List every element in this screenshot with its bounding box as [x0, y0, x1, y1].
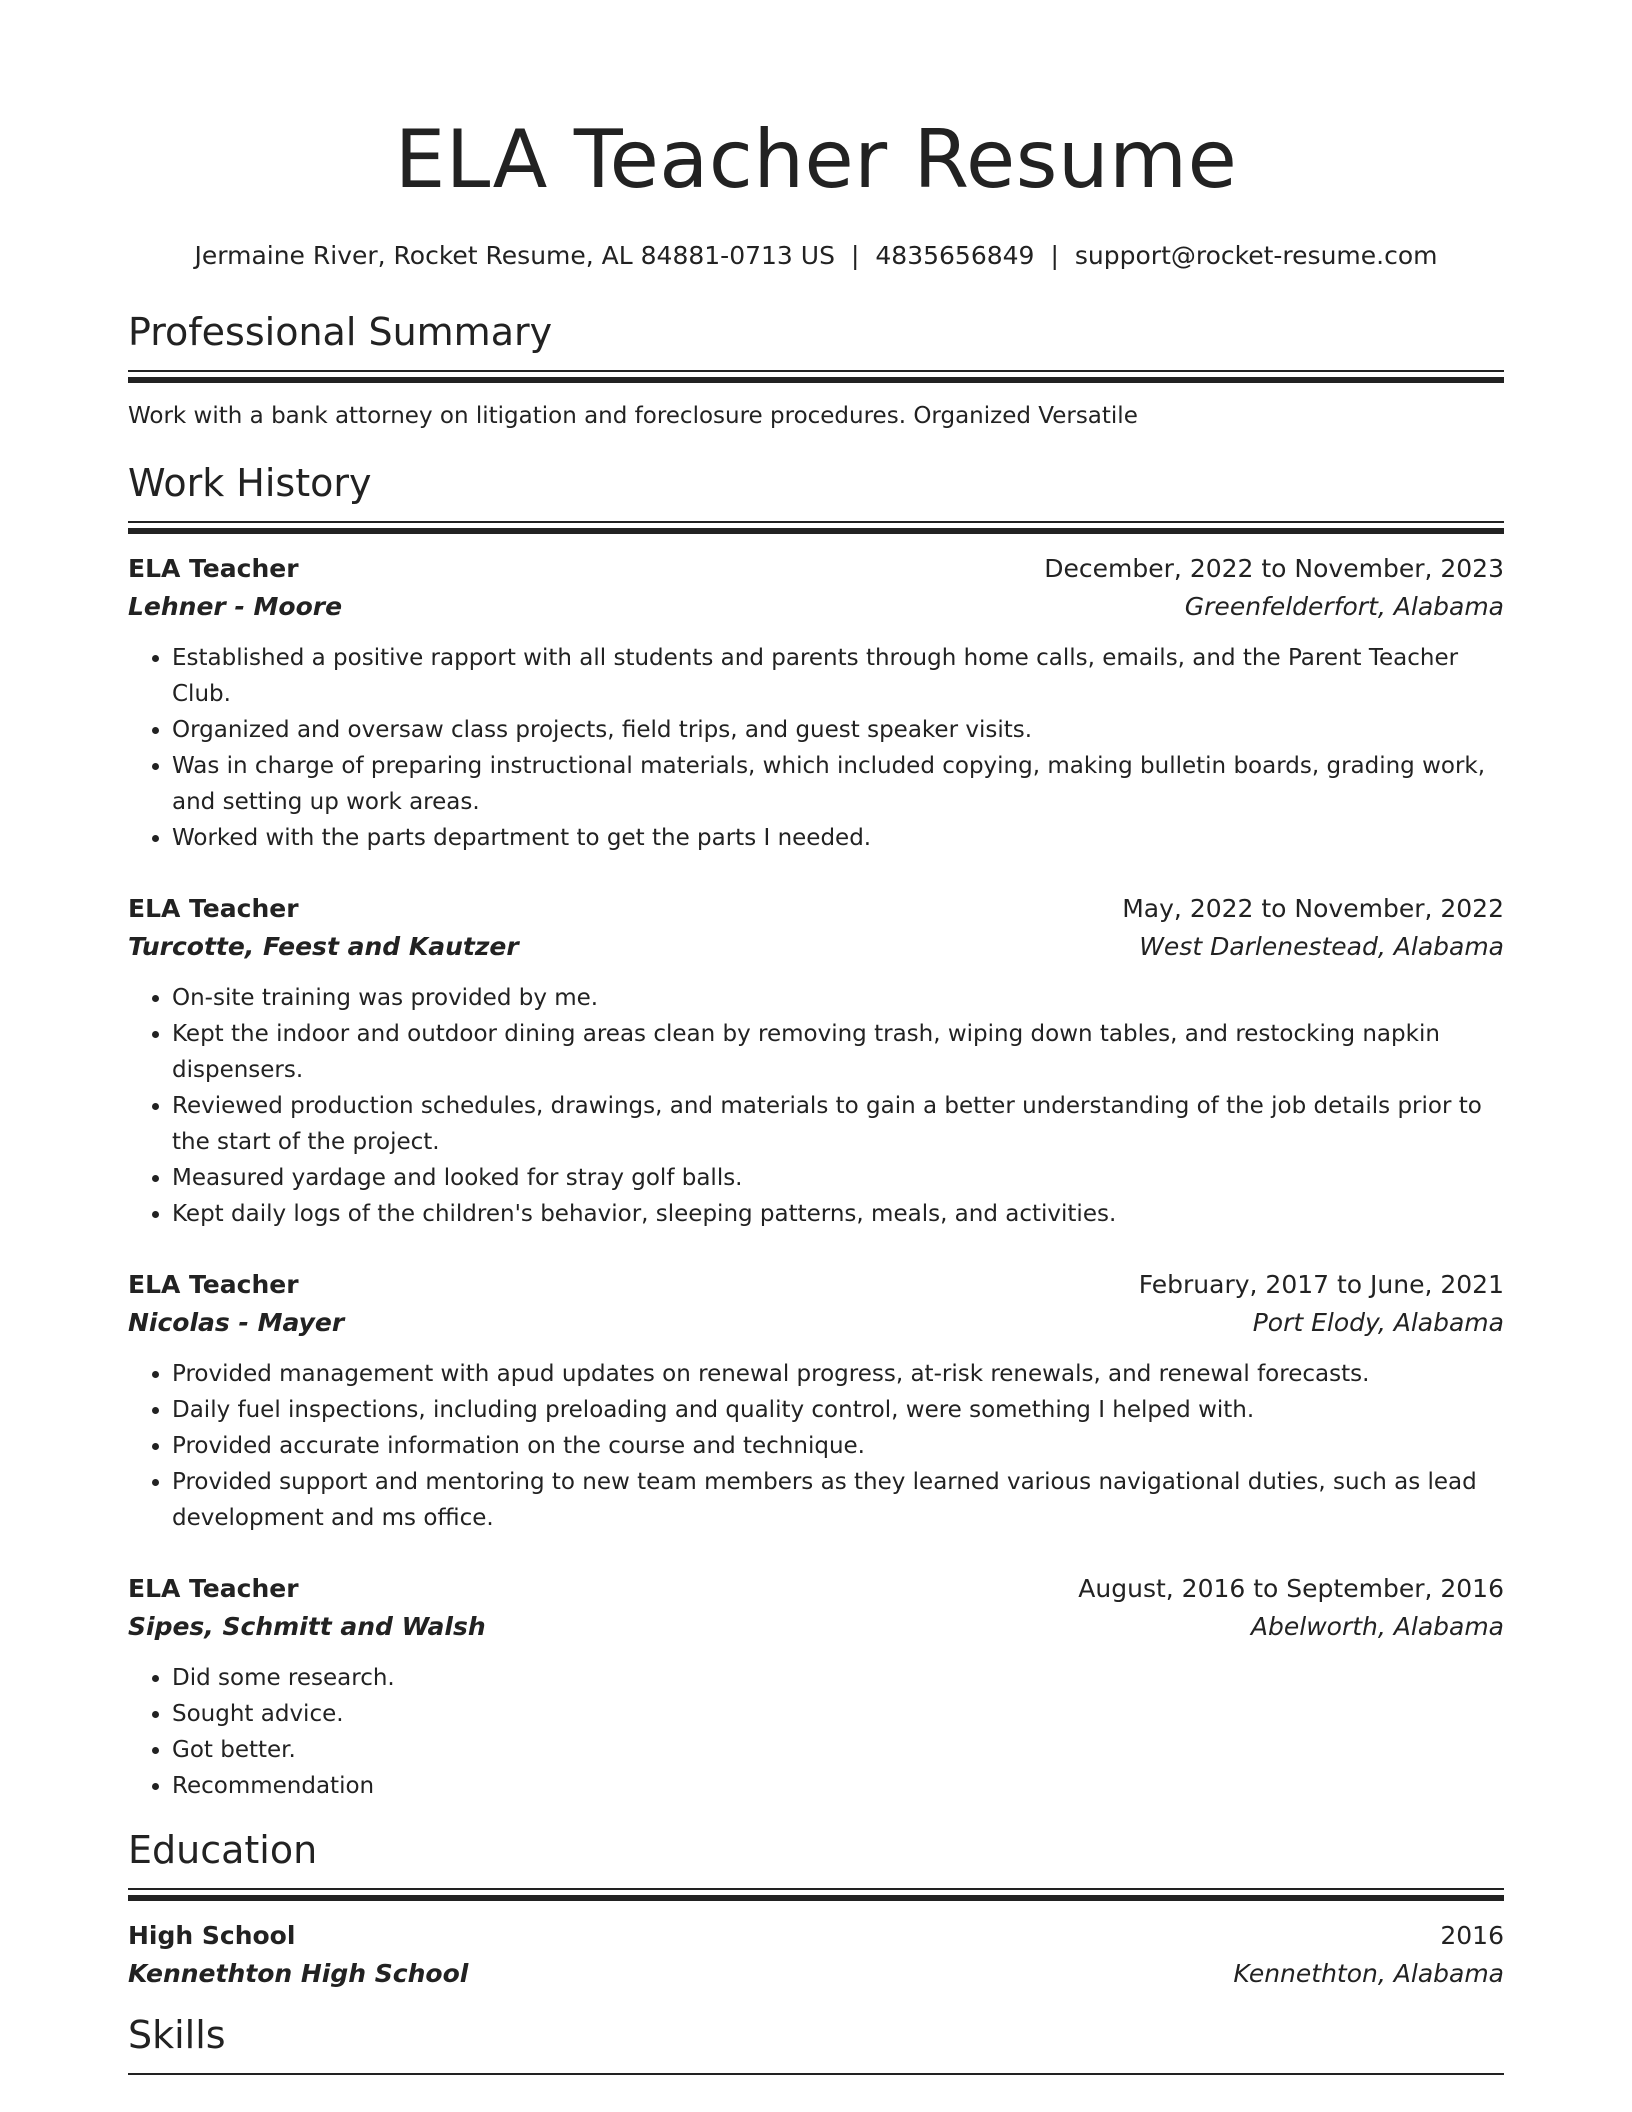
section-divider — [128, 2073, 1504, 2075]
job-bullet: • On-site training was provided by me. — [172, 980, 1504, 1016]
job-bullet: • Measured yardage and looked for stray golf balls. — [172, 1160, 1504, 1196]
job-bullet: • Reviewed production schedules, drawings, and materials to gain a better understanding of the job details prior to the start of the project. — [172, 1088, 1504, 1160]
education-year: 2016 — [1440, 1921, 1504, 1950]
job-bullet: • Recommendation — [172, 1768, 1504, 1804]
section-heading-work-history: Work History — [128, 461, 372, 505]
summary-text: Work with a bank attorney on litigation and foreclosure procedures. Organized Versatile — [128, 403, 1138, 429]
job-entry — [128, 550, 1504, 856]
job-bullet: • Did some research. — [172, 1660, 1504, 1696]
education-school: Kennethton High School — [128, 1959, 469, 1988]
job-title: ELA Teacher — [128, 1270, 299, 1299]
job-bullet: • Daily fuel inspections, including preloading and quality control, were something I helped with. — [172, 1392, 1504, 1428]
job-company: Lehner - Moore — [128, 592, 343, 621]
job-bullets — [128, 1356, 1504, 1536]
job-dates: May, 2022 to November, 2022 — [1122, 894, 1504, 923]
contact-separator: | — [850, 241, 860, 270]
job-bullet: • Provided accurate information on the course and technique. — [172, 1428, 1504, 1464]
education-section — [128, 1826, 1504, 1993]
job-title: ELA Teacher — [128, 894, 299, 923]
section-heading-education: Education — [128, 1828, 318, 1872]
education-degree: High School — [128, 1921, 296, 1950]
job-bullet: • Got better. — [172, 1732, 1504, 1768]
job-title: ELA Teacher — [128, 1574, 299, 1603]
job-location: West Darlenestead, Alabama — [1139, 932, 1504, 961]
section-divider — [128, 370, 1504, 383]
section-divider — [128, 521, 1504, 534]
job-dates: February, 2017 to June, 2021 — [1138, 1270, 1504, 1299]
skills-section — [128, 2011, 1504, 2075]
section-heading-summary: Professional Summary — [128, 310, 553, 354]
job-dates: August, 2016 to September, 2016 — [1078, 1574, 1504, 1603]
job-bullet: • Was in charge of preparing instructional materials, which included copying, making bulletin boards, grading work, and setting up work areas. — [172, 748, 1504, 820]
job-location: Greenfelderfort, Alabama — [1184, 592, 1504, 621]
resume-page — [128, 110, 1504, 2075]
job-bullet: • Kept the indoor and outdoor dining areas clean by removing trash, wiping down tables, and restocking napkin dispensers. — [172, 1016, 1504, 1088]
summary-section — [128, 308, 1504, 433]
resume-title: ELA Teacher Resume — [394, 113, 1238, 206]
section-heading-skills: Skills — [128, 2013, 226, 2057]
job-bullet: • Worked with the parts department to get the parts I needed. — [172, 820, 1504, 856]
contact-email: support@rocket-resume.com — [1074, 241, 1438, 270]
contact-address: Jermaine River, Rocket Resume, AL 84881-0713 US — [194, 241, 835, 270]
job-entry — [128, 1266, 1504, 1536]
contact-line — [128, 238, 1504, 274]
job-bullets — [128, 980, 1504, 1232]
section-divider — [128, 1888, 1504, 1901]
job-bullet: • Established a positive rapport with all students and parents through home calls, emails, and the Parent Teacher Club. — [172, 640, 1504, 712]
job-dates: December, 2022 to November, 2023 — [1044, 554, 1504, 583]
contact-phone: 4835656849 — [875, 241, 1035, 270]
job-location: Abelworth, Alabama — [1250, 1612, 1504, 1641]
job-bullet: • Organized and oversaw class projects, field trips, and guest speaker visits. — [172, 712, 1504, 748]
job-bullet: • Provided support and mentoring to new team members as they learned various navigational duties, such as lead development and ms office. — [172, 1464, 1504, 1536]
education-location: Kennethton, Alabama — [1233, 1959, 1504, 1988]
contact-separator: | — [1050, 241, 1059, 270]
job-location: Port Elody, Alabama — [1252, 1308, 1504, 1337]
job-bullets — [128, 640, 1504, 856]
job-bullet: • Kept daily logs of the children's behavior, sleeping patterns, meals, and activities. — [172, 1196, 1504, 1232]
job-bullet: • Sought advice. — [172, 1696, 1504, 1732]
education-entry — [128, 1917, 1504, 1993]
job-company: Nicolas - Mayer — [128, 1308, 345, 1337]
job-bullet: • Provided management with apud updates on renewal progress, at-risk renewals, and renewal forecasts. — [172, 1356, 1504, 1392]
job-company: Sipes, Schmitt and Walsh — [128, 1612, 486, 1641]
job-entry — [128, 890, 1504, 1232]
work-history-section — [128, 459, 1504, 1804]
job-title: ELA Teacher — [128, 554, 299, 583]
job-company: Turcotte, Feest and Kautzer — [128, 932, 519, 961]
job-entry — [128, 1570, 1504, 1804]
job-bullets — [128, 1660, 1504, 1804]
